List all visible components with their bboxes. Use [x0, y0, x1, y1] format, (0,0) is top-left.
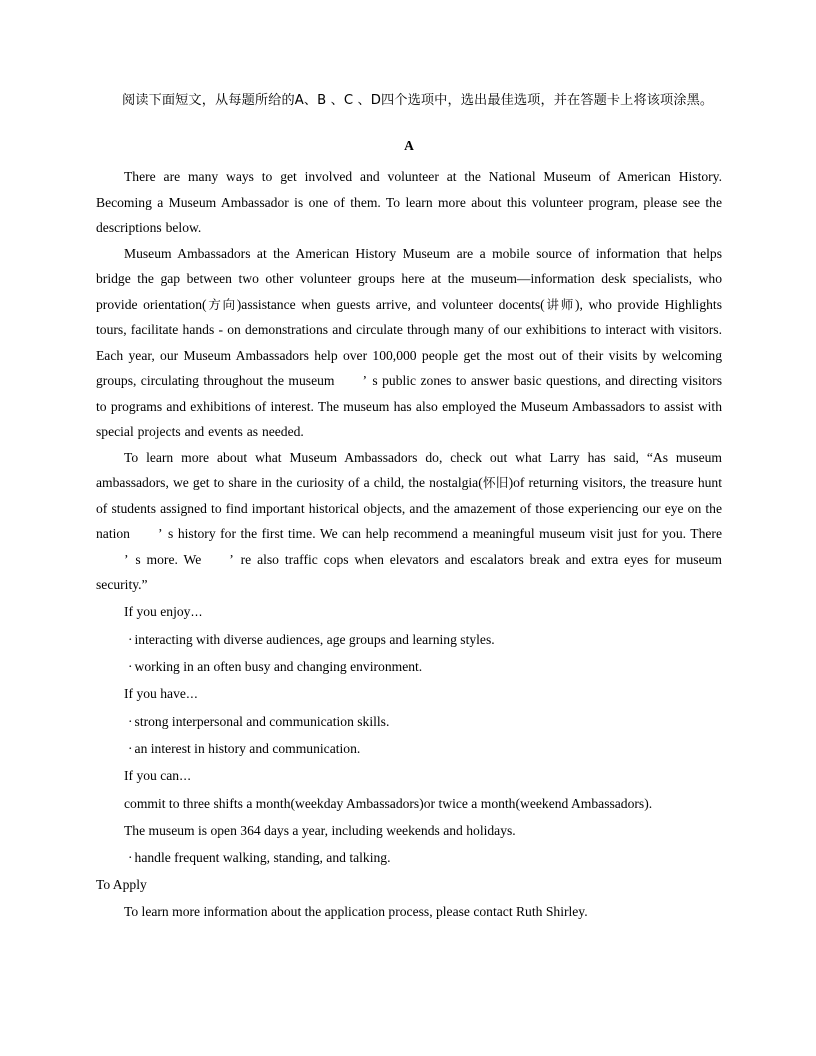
have-heading-text: If you have	[124, 685, 186, 701]
para2-text-part1: Museum Ambassadors at the American History Museum are a mobile source of information that helps bridge the gap between two other volunteer groups here at the museum—information desk specialists, who provide orientation(	[96, 245, 722, 312]
can-line-commit: commit to three shifts a month(weekday Ambassadors)or twice a month(weekend Ambassadors).	[124, 795, 653, 811]
para3-apostrophe-3: ’	[229, 551, 234, 567]
para2-text-part4: s public zones to answer basic questions, and directing visitors to programs and exhibitions of interest. The museum has also employed the Museum Ambassadors to assist with special projects and events as needed.	[96, 373, 723, 439]
have-item-text: an interest in history and communication.	[134, 740, 361, 756]
para3-text-part5: s more. We	[129, 551, 202, 567]
document-content	[96, 86, 722, 925]
para2-apostrophe: ’	[362, 373, 368, 388]
bullet-icon: ·	[128, 631, 135, 647]
para3-text-part3: )of returning visitors, the treasure hunt of students assigned to find important historical objects, and the amazement of those experiencing our eye on the nation	[96, 475, 722, 541]
bullet-icon: ·	[128, 849, 135, 865]
paragraph-larry-quote	[96, 445, 722, 598]
instruction-line: 阅读下面短文，从每题所给的A、B 、C 、D四个选项中，选出最佳选项，并在答题卡上将该项涂黑。	[122, 93, 714, 108]
requirement-heading-enjoy	[96, 598, 722, 626]
para2-text-part2: )assistance when guests arrive, and volunteer docents(	[236, 296, 545, 312]
bullet-icon: ·	[128, 658, 135, 674]
para2-text-part3: ), who provide Highlights tours, facilitate hands - on demonstrations and circulate through many of our exhibitions to interact with visitors. Each year, our Museum Ambassadors help over 100,000 people get the most out of their visits by welcoming groups, circulating throughout the museum	[96, 296, 722, 388]
para3-quote-close: ”	[141, 577, 148, 592]
list-item	[96, 653, 722, 680]
para2-chinese-docent: 讲师	[544, 296, 575, 312]
requirement-heading-have	[96, 680, 722, 708]
can-ellipsis: …	[179, 768, 192, 783]
list-item	[96, 844, 722, 871]
apply-text: To learn more information about the application process, please contact Ruth Shirley.	[124, 903, 588, 919]
para3-apostrophe-2: ’	[124, 551, 129, 567]
enjoy-item-text: interacting with diverse audiences, age groups and learning styles.	[134, 631, 495, 647]
section-letter-heading: A	[404, 138, 414, 153]
can-line-open-days: The museum is open 364 days a year, including weekends and holidays.	[124, 822, 516, 838]
can-heading-text: If you can	[124, 767, 180, 783]
para3-text-part1: To learn more about what Museum Ambassadors do, check out what Larry has said,	[124, 449, 647, 465]
list-item	[96, 626, 722, 653]
enjoy-heading-text: If you enjoy	[124, 603, 191, 619]
can-item-text: handle frequent walking, standing, and talking.	[134, 849, 391, 865]
bullet-icon: ·	[128, 740, 135, 756]
have-ellipsis: …	[185, 686, 198, 701]
para3-chinese-nostalgia: 怀旧	[482, 475, 509, 490]
bullet-icon: ·	[128, 713, 135, 729]
have-item-text: strong interpersonal and communication skills.	[134, 713, 390, 729]
para3-apostrophe-1: ’	[157, 526, 163, 541]
list-item	[96, 735, 722, 762]
para3-text-part2: As museum ambassadors, we get to share in the curiosity of a child, the nostalgia(	[96, 449, 722, 490]
para3-text-part4: s history for the first time. We can help recommend a meaningful museum visit just for you. There	[163, 526, 722, 541]
para3-quote-open: “	[646, 449, 653, 465]
list-item	[96, 708, 722, 735]
paragraph-intro: There are many ways to get involved and volunteer at the National Museum of American History. Becoming a Museum Ambassador is one of them. To learn more about this volunteer program, please see the descriptions below.	[96, 169, 722, 235]
para3-text-part6: re also traffic cops when elevators and escalators break and extra eyes for museum security.	[96, 551, 722, 592]
para2-chinese-direction: 方向	[206, 296, 237, 312]
apply-heading: To Apply	[96, 876, 147, 892]
requirement-heading-can	[96, 762, 722, 790]
paragraph-ambassadors	[96, 241, 722, 445]
enjoy-ellipsis: …	[190, 604, 203, 619]
enjoy-item-text: working in an often busy and changing environment.	[134, 658, 423, 674]
